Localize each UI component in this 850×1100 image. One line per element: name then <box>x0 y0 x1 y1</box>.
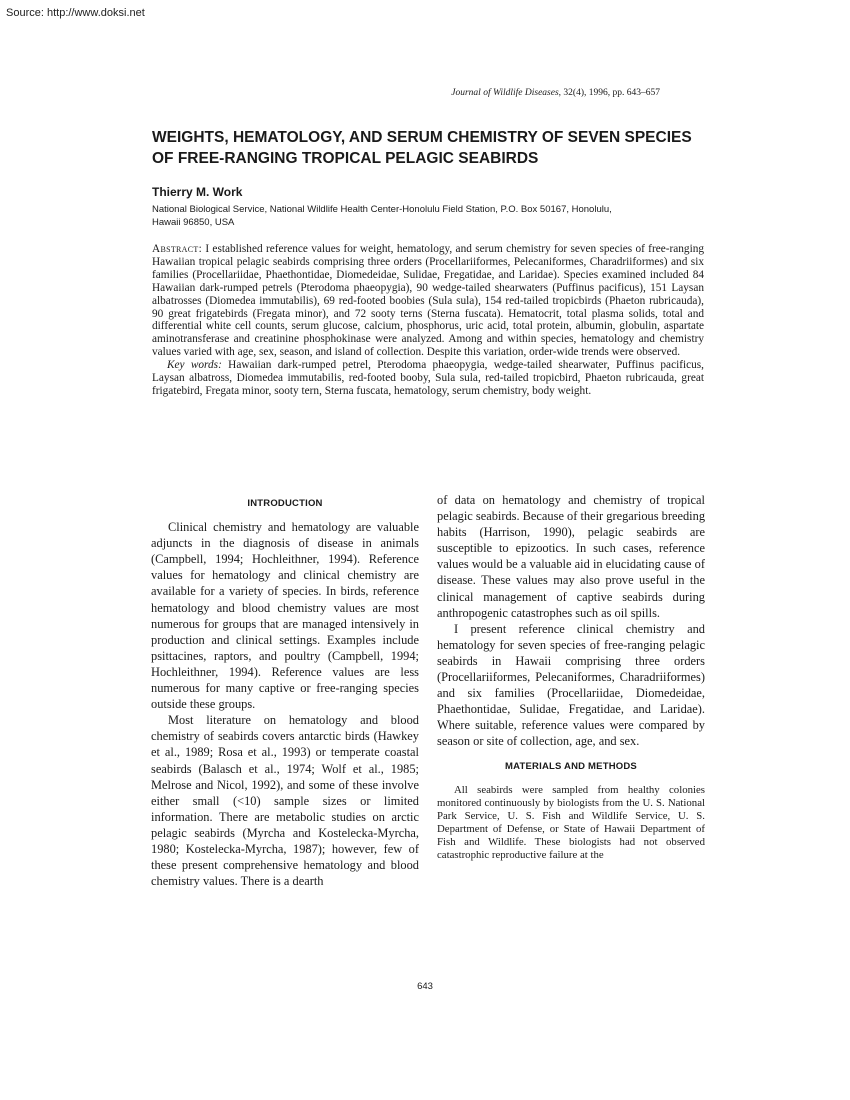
abstract <box>152 243 704 398</box>
journal-volume-pages: 32(4), 1996, pp. 643–657 <box>561 88 660 98</box>
paper-title: WEIGHTS, HEMATOLOGY, AND SERUM CHEMISTRY OF SEVEN SPECIES OF FREE-RANGING TROPICAL PELAGIC SEABIRDS <box>152 129 692 167</box>
intro-paragraph-3: of data on hematology and chemistry of tropical pelagic seabirds. Because of their gregarious breeding habits (Harrison, 1990), pelagic seabirds are susceptible to epizootics. In such cases, reference values would be a valuable aid in elucidating cause of disease. These values may also prove useful in the clinical management of captive seabirds during anthropogenic catastrophes such as oil spills. <box>437 493 706 620</box>
keywords-label: Key words: <box>167 359 222 372</box>
source-label: Source: http://www.doksi.net <box>6 7 145 19</box>
journal-citation <box>451 88 660 98</box>
intro-paragraph-4: I present reference clinical chemistry and hematology for seven species of free-ranging pelagic seabirds in Hawaii comprising three orders (Procellariiformes, Pelecaniformes, Charadriiformes) and six families (Procellariidae, Diomedeidae, Phaethontidae, Sulidae, Fregatidae, and Laridae). Where suitable, reference values were compared by season or site of collection, age, and sex. <box>437 621 705 749</box>
keywords-text: Hawaiian dark-rumped petrel, Pterodoma phaeopygia, wedge-tailed shearwater, Puffinus pacificus, Laysan albatross, Diomedea immutabilis, red-footed booby, Sula sula, red-tailed tropicbird, Phaeton rubricauda, great frigatebird, Fregata minor, sooty tern, Sterna fuscata, hematology, serum chemistry, body weight. <box>152 359 704 397</box>
journal-name: Journal of Wildlife Diseases, <box>451 88 562 98</box>
intro-paragraph-2: Most literature on hematology and blood chemistry of seabirds covers antarctic birds (Hawkey et al., 1989; Rosa et al., 1993) or temperate coastal seabirds (Balasch et al., 1974; Wolf et al., 1985; Melrose and Nicol, 1992), and some of these involve either small (<10) sample sizes or limited information. There are metabolic studies on arctic pelagic seabirds (Myrcha and Kostelecka-Myrcha, 1980; Kostelecka-Myrcha, 1987); however, few of these present comprehensive hematology and blood chemistry values. There is a dearth <box>151 713 419 889</box>
left-column <box>151 492 419 889</box>
keywords-paragraph <box>152 359 704 398</box>
introduction-heading: INTRODUCTION <box>247 498 323 509</box>
abstract-label: Abstract: <box>152 243 203 255</box>
page-number: 643 <box>417 981 433 992</box>
author-name: Thierry M. Work <box>152 185 243 199</box>
abstract-paragraph <box>152 243 704 359</box>
intro-paragraph-1: Clinical chemistry and hematology are valuable adjuncts in the diagnosis of disease in animals (Campbell, 1994; Hochleithner, 1994). Reference values for hematology and clinical chemistry are available for a variety of species. In birds, reference hematology and blood chemistry values are most numerous for groups that are managed intensively in production and clinical settings. Examples include psittacines, raptors, and poultry (Campbell, 1994; Hochleithner, 1994). Reference values are less numerous for many captive or free-ranging species outside these groups. <box>151 520 419 712</box>
methods-paragraph-1: All seabirds were sampled from healthy colonies monitored continuously by biologists from the U. S. National Park Service, U. S. Fish and Wildlife Service, U. S. Department of Defense, or State of Hawaii Department of Fish and Wildlife. These biologists had not observed catastrophic reproductive failure at the <box>437 783 705 862</box>
author-affiliation: National Biological Service, National Wildlife Health Center-Honolulu Field Station, P.O. Box 50167, Honolulu, Hawaii 96850, USA <box>152 204 612 228</box>
right-column <box>437 492 705 862</box>
methods-heading: MATERIALS AND METHODS <box>505 760 637 772</box>
abstract-text: I established reference values for weight, hematology, and serum chemistry for seven species of free-ranging Hawaiian tropical pelagic seabirds comprising three orders (Procellariiformes, Pelecaniformes, Charadriiformes) and six families (Procellariidae, Phaethontidae, Diomedeidae, Sulidae, Fregatidae, and Laridae). Species examined included 84 Hawaiian dark-rumped petrels (Pterodoma phaeopygia), 90 wedge-tailed shearwaters (Puffinus pacificus), 151 Laysan albatrosses (Diomedea immutabilis), 69 red-footed boobies (Sula sula), 154 red-tailed tropicbirds (Phaeton rubricauda), 90 great frigatebirds (Fregata minor), and 72 sooty terns (Sterna fuscata). Hematocrit, total plasma solids, total and differential white cell counts, serum glucose, calcium, phosphorus, uric acid, total protein, albumin, globulin, aspartate aminotransferase and creatinine phosphokinase were analyzed. Among and within species, hematology and chemistry values varied with age, sex, season, and island of collection. Despite this variation, order-wide trends were observed. <box>152 243 705 359</box>
